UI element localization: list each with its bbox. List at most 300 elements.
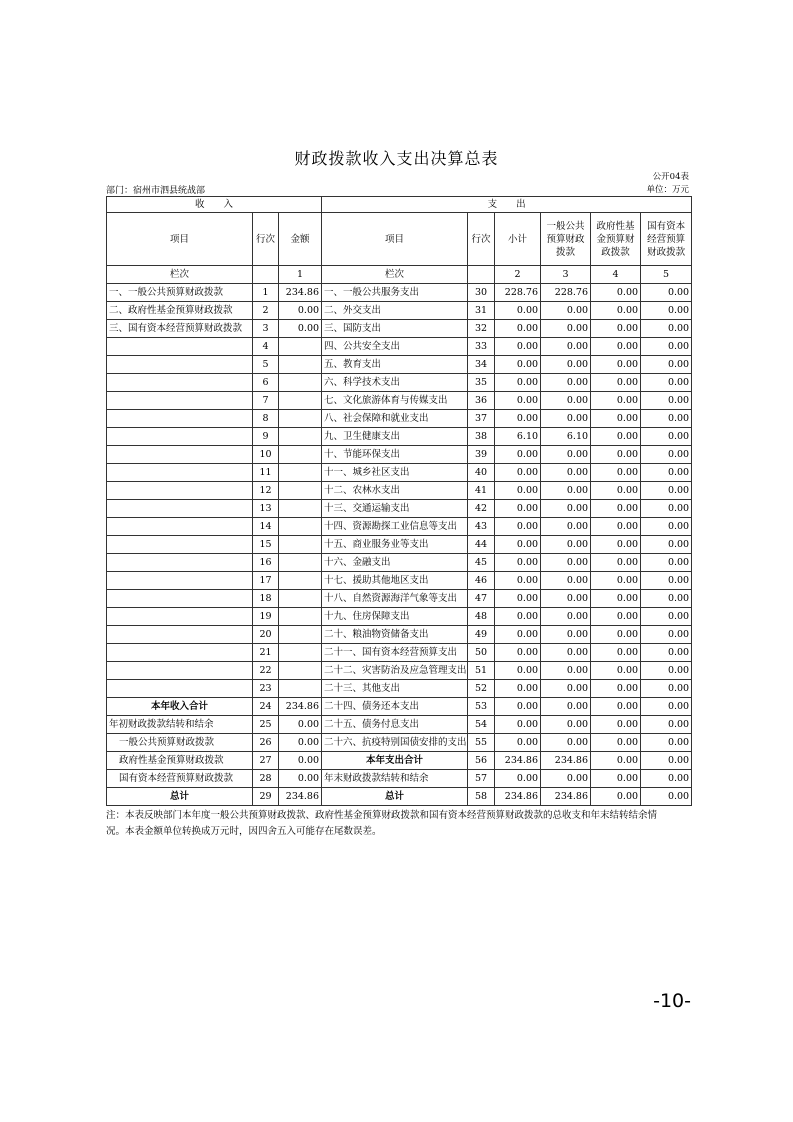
- expense-line-cell: 46: [468, 572, 495, 590]
- table-row: [107, 536, 692, 554]
- gov-fund-cell: 0.00: [591, 428, 641, 446]
- subtotal-cell: 0.00: [495, 518, 541, 536]
- income-amount-cell: 0.00: [279, 716, 322, 734]
- income-amount-cell: [279, 680, 322, 698]
- footnote-line-2: 况。本表金额单位转换成万元时，因四舍五入可能存在尾数误差。: [106, 826, 382, 837]
- expense-line-cell: 42: [468, 500, 495, 518]
- table-row: [107, 338, 692, 356]
- income-amount-cell: [279, 572, 322, 590]
- table-row: [107, 644, 692, 662]
- income-line-cell: 20: [253, 626, 279, 644]
- lanci-c5: 5: [641, 266, 692, 284]
- expense-item-cell: 十、节能环保支出: [322, 446, 468, 464]
- income-line-cell: 8: [253, 410, 279, 428]
- header-state-capital: 国有资本经营预算财政拨款: [641, 213, 692, 266]
- expense-item-cell: 十四、资源勘探工业信息等支出: [322, 518, 468, 536]
- income-item-cell: 二、政府性基金预算财政拨款: [107, 302, 253, 320]
- general-budget-cell: 0.00: [541, 644, 591, 662]
- income-item-cell: [107, 428, 253, 446]
- income-item-cell: [107, 464, 253, 482]
- gov-fund-cell: 0.00: [591, 338, 641, 356]
- header-expense-item: 项目: [322, 213, 468, 266]
- subtotal-cell: 0.00: [495, 716, 541, 734]
- table-row: [107, 446, 692, 464]
- income-line-cell: 16: [253, 554, 279, 572]
- income-amount-cell: [279, 356, 322, 374]
- state-capital-cell: 0.00: [641, 734, 692, 752]
- gov-fund-cell: 0.00: [591, 284, 641, 302]
- general-budget-cell: 234.86: [541, 752, 591, 770]
- income-amount-cell: [279, 644, 322, 662]
- income-item-cell: [107, 536, 253, 554]
- budget-summary-table: [106, 196, 692, 806]
- income-item-cell: [107, 608, 253, 626]
- income-amount-cell: [279, 536, 322, 554]
- income-item-cell: 一般公共预算财政拨款: [107, 734, 253, 752]
- income-line-cell: 29: [253, 788, 279, 806]
- state-capital-cell: 0.00: [641, 770, 692, 788]
- income-line-cell: 4: [253, 338, 279, 356]
- table-row: [107, 788, 692, 806]
- income-line-cell: 12: [253, 482, 279, 500]
- header-income-item: 项目: [107, 213, 253, 266]
- department-label: 部门：宿州市泗县统战部: [106, 186, 206, 196]
- general-budget-cell: 0.00: [541, 320, 591, 338]
- state-capital-cell: 0.00: [641, 788, 692, 806]
- expense-line-cell: 39: [468, 446, 495, 464]
- expense-line-cell: 47: [468, 590, 495, 608]
- income-amount-cell: [279, 446, 322, 464]
- header-gov-fund: 政府性基金预算财政拨款: [591, 213, 641, 266]
- state-capital-cell: 0.00: [641, 608, 692, 626]
- expense-item-cell: 十三、交通运输支出: [322, 500, 468, 518]
- footnote: [106, 808, 692, 840]
- subtotal-cell: 0.00: [495, 320, 541, 338]
- expense-item-cell: 总计: [322, 788, 468, 806]
- expense-line-cell: 57: [468, 770, 495, 788]
- income-item-cell: 国有资本经营预算财政拨款: [107, 770, 253, 788]
- income-line-cell: 28: [253, 770, 279, 788]
- lanci-c4: 4: [591, 266, 641, 284]
- expense-item-cell: 四、公共安全支出: [322, 338, 468, 356]
- gov-fund-cell: 0.00: [591, 500, 641, 518]
- expense-item-cell: 本年支出合计: [322, 752, 468, 770]
- expense-item-cell: 十五、商业服务业等支出: [322, 536, 468, 554]
- income-amount-cell: 0.00: [279, 302, 322, 320]
- income-amount-cell: 0.00: [279, 770, 322, 788]
- income-item-cell: [107, 374, 253, 392]
- state-capital-cell: 0.00: [641, 716, 692, 734]
- gov-fund-cell: 0.00: [591, 518, 641, 536]
- general-budget-cell: 0.00: [541, 734, 591, 752]
- expense-item-cell: 年末财政拨款结转和结余: [322, 770, 468, 788]
- income-item-cell: [107, 392, 253, 410]
- income-amount-cell: 0.00: [279, 320, 322, 338]
- general-budget-cell: 0.00: [541, 662, 591, 680]
- income-line-cell: 21: [253, 644, 279, 662]
- gov-fund-cell: 0.00: [591, 590, 641, 608]
- state-capital-cell: 0.00: [641, 302, 692, 320]
- state-capital-cell: 0.00: [641, 752, 692, 770]
- expense-item-cell: 一、一般公共服务支出: [322, 284, 468, 302]
- gov-fund-cell: 0.00: [591, 662, 641, 680]
- general-budget-cell: 0.00: [541, 626, 591, 644]
- expense-line-cell: 56: [468, 752, 495, 770]
- expense-line-cell: 55: [468, 734, 495, 752]
- gov-fund-cell: 0.00: [591, 464, 641, 482]
- state-capital-cell: 0.00: [641, 536, 692, 554]
- subtotal-cell: 0.00: [495, 482, 541, 500]
- subtotal-cell: 0.00: [495, 626, 541, 644]
- gov-fund-cell: 0.00: [591, 644, 641, 662]
- gov-fund-cell: 0.00: [591, 788, 641, 806]
- subtotal-cell: 0.00: [495, 662, 541, 680]
- income-line-cell: 10: [253, 446, 279, 464]
- expense-item-cell: 二、外交支出: [322, 302, 468, 320]
- gov-fund-cell: 0.00: [591, 734, 641, 752]
- expense-item-cell: 十八、自然资源海洋气象等支出: [322, 590, 468, 608]
- income-item-cell: 政府性基金预算财政拨款: [107, 752, 253, 770]
- general-budget-cell: 0.00: [541, 770, 591, 788]
- income-amount-cell: [279, 338, 322, 356]
- expense-item-cell: 五、教育支出: [322, 356, 468, 374]
- lanci-income-label: 栏次: [107, 266, 253, 284]
- income-item-cell: [107, 518, 253, 536]
- table-row: [107, 284, 692, 302]
- income-line-cell: 24: [253, 698, 279, 716]
- income-amount-cell: [279, 410, 322, 428]
- state-capital-cell: 0.00: [641, 572, 692, 590]
- table-row: [107, 482, 692, 500]
- subtotal-cell: 0.00: [495, 698, 541, 716]
- subtotal-cell: 234.86: [495, 788, 541, 806]
- expense-line-cell: 38: [468, 428, 495, 446]
- expense-item-cell: 十九、住房保障支出: [322, 608, 468, 626]
- header-income-line: 行次: [253, 213, 279, 266]
- state-capital-cell: 0.00: [641, 284, 692, 302]
- income-line-cell: 6: [253, 374, 279, 392]
- income-line-cell: 26: [253, 734, 279, 752]
- general-budget-cell: 0.00: [541, 338, 591, 356]
- subtotal-cell: 0.00: [495, 770, 541, 788]
- expense-line-cell: 37: [468, 410, 495, 428]
- expense-item-cell: 二十一、国有资本经营预算支出: [322, 644, 468, 662]
- gov-fund-cell: 0.00: [591, 716, 641, 734]
- subtotal-cell: 234.86: [495, 752, 541, 770]
- gov-fund-cell: 0.00: [591, 320, 641, 338]
- gov-fund-cell: 0.00: [591, 392, 641, 410]
- income-item-cell: 年初财政拨款结转和结余: [107, 716, 253, 734]
- general-budget-cell: 0.00: [541, 446, 591, 464]
- income-item-cell: 三、国有资本经营预算财政拨款: [107, 320, 253, 338]
- income-amount-cell: 0.00: [279, 752, 322, 770]
- table-row: [107, 716, 692, 734]
- subtotal-cell: 0.00: [495, 680, 541, 698]
- income-line-cell: 11: [253, 464, 279, 482]
- table-row: [107, 464, 692, 482]
- table-row: [107, 662, 692, 680]
- subtotal-cell: 0.00: [495, 500, 541, 518]
- expense-line-cell: 43: [468, 518, 495, 536]
- state-capital-cell: 0.00: [641, 482, 692, 500]
- gov-fund-cell: 0.00: [591, 482, 641, 500]
- subtotal-cell: 0.00: [495, 374, 541, 392]
- income-item-cell: 本年收入合计: [107, 698, 253, 716]
- subtotal-cell: 0.00: [495, 608, 541, 626]
- table-row: [107, 590, 692, 608]
- income-line-cell: 13: [253, 500, 279, 518]
- gov-fund-cell: 0.00: [591, 608, 641, 626]
- income-line-cell: 18: [253, 590, 279, 608]
- income-item-cell: [107, 572, 253, 590]
- state-capital-cell: 0.00: [641, 590, 692, 608]
- general-budget-cell: 0.00: [541, 518, 591, 536]
- state-capital-cell: 0.00: [641, 680, 692, 698]
- table-row: [107, 698, 692, 716]
- income-line-cell: 27: [253, 752, 279, 770]
- state-capital-cell: 0.00: [641, 662, 692, 680]
- lanci-empty: [253, 266, 279, 284]
- table-row: [107, 680, 692, 698]
- table-row: [107, 734, 692, 752]
- income-item-cell: [107, 482, 253, 500]
- income-item-cell: 一、一般公共预算财政拨款: [107, 284, 253, 302]
- table-row: [107, 500, 692, 518]
- lanci-c3: 3: [541, 266, 591, 284]
- state-capital-cell: 0.00: [641, 410, 692, 428]
- gov-fund-cell: 0.00: [591, 626, 641, 644]
- income-line-cell: 22: [253, 662, 279, 680]
- page-number: -10-: [653, 990, 691, 1012]
- subtotal-cell: 0.00: [495, 644, 541, 662]
- column-number-row: [107, 266, 692, 284]
- income-amount-cell: [279, 554, 322, 572]
- subtotal-cell: 0.00: [495, 338, 541, 356]
- state-capital-cell: 0.00: [641, 320, 692, 338]
- income-item-cell: [107, 590, 253, 608]
- income-line-cell: 25: [253, 716, 279, 734]
- income-item-cell: [107, 644, 253, 662]
- general-budget-cell: 6.10: [541, 428, 591, 446]
- gov-fund-cell: 0.00: [591, 302, 641, 320]
- general-budget-cell: 0.00: [541, 356, 591, 374]
- gov-fund-cell: 0.00: [591, 572, 641, 590]
- income-line-cell: 23: [253, 680, 279, 698]
- table-row: [107, 410, 692, 428]
- table-row: [107, 518, 692, 536]
- expense-item-cell: 十六、金融支出: [322, 554, 468, 572]
- income-amount-cell: [279, 500, 322, 518]
- subtotal-cell: 0.00: [495, 392, 541, 410]
- gov-fund-cell: 0.00: [591, 356, 641, 374]
- page-title: 财政拨款收入支出决算总表: [294, 149, 499, 168]
- income-item-cell: [107, 500, 253, 518]
- subtotal-cell: 0.00: [495, 356, 541, 374]
- expense-line-cell: 52: [468, 680, 495, 698]
- expense-line-cell: 32: [468, 320, 495, 338]
- income-item-cell: [107, 662, 253, 680]
- general-budget-cell: 0.00: [541, 536, 591, 554]
- state-capital-cell: 0.00: [641, 392, 692, 410]
- subtotal-cell: 0.00: [495, 446, 541, 464]
- state-capital-cell: 0.00: [641, 554, 692, 572]
- table-row: [107, 320, 692, 338]
- expense-line-cell: 49: [468, 626, 495, 644]
- expense-line-cell: 54: [468, 716, 495, 734]
- lanci-c2: 2: [495, 266, 541, 284]
- general-budget-cell: 0.00: [541, 554, 591, 572]
- expense-line-cell: 34: [468, 356, 495, 374]
- income-item-cell: [107, 626, 253, 644]
- general-budget-cell: 228.76: [541, 284, 591, 302]
- column-header-row: [107, 213, 692, 266]
- income-item-cell: [107, 356, 253, 374]
- state-capital-cell: 0.00: [641, 374, 692, 392]
- state-capital-cell: 0.00: [641, 698, 692, 716]
- general-budget-cell: 0.00: [541, 374, 591, 392]
- expense-item-cell: 二十五、债务付息支出: [322, 716, 468, 734]
- income-amount-cell: [279, 608, 322, 626]
- income-amount-cell: [279, 662, 322, 680]
- gov-fund-cell: 0.00: [591, 698, 641, 716]
- state-capital-cell: 0.00: [641, 428, 692, 446]
- income-item-cell: [107, 410, 253, 428]
- subtotal-cell: 0.00: [495, 590, 541, 608]
- expense-line-cell: 51: [468, 662, 495, 680]
- income-line-cell: 3: [253, 320, 279, 338]
- footnote-line-1: 注：本表反映部门本年度一般公共预算财政拨款、政府性基金预算财政拨款和国有资本经营预算财政拨款的总收支和年末结转结余情: [106, 810, 658, 821]
- general-budget-cell: 0.00: [541, 590, 591, 608]
- state-capital-cell: 0.00: [641, 626, 692, 644]
- income-item-cell: 总计: [107, 788, 253, 806]
- lanci-expense-label: 栏次: [322, 266, 468, 284]
- state-capital-cell: 0.00: [641, 338, 692, 356]
- state-capital-cell: 0.00: [641, 518, 692, 536]
- income-item-cell: [107, 446, 253, 464]
- expense-line-cell: 48: [468, 608, 495, 626]
- expense-item-cell: 九、卫生健康支出: [322, 428, 468, 446]
- expense-item-cell: 二十二、灾害防治及应急管理支出: [322, 662, 468, 680]
- income-line-cell: 1: [253, 284, 279, 302]
- gov-fund-cell: 0.00: [591, 554, 641, 572]
- gov-fund-cell: 0.00: [591, 446, 641, 464]
- income-amount-cell: [279, 590, 322, 608]
- income-line-cell: 17: [253, 572, 279, 590]
- table-row: [107, 356, 692, 374]
- income-amount-cell: [279, 392, 322, 410]
- expense-item-cell: 二十、粮油物资储备支出: [322, 626, 468, 644]
- expense-line-cell: 58: [468, 788, 495, 806]
- gov-fund-cell: 0.00: [591, 752, 641, 770]
- section-header-row: [107, 197, 692, 213]
- income-item-cell: [107, 554, 253, 572]
- subtotal-cell: 0.00: [495, 554, 541, 572]
- table-row: [107, 374, 692, 392]
- expense-item-cell: 二十四、债务还本支出: [322, 698, 468, 716]
- subtotal-cell: 0.00: [495, 572, 541, 590]
- table-row: [107, 572, 692, 590]
- general-budget-cell: 0.00: [541, 680, 591, 698]
- expense-item-cell: 二十六、抗疫特别国债安排的支出: [322, 734, 468, 752]
- state-capital-cell: 0.00: [641, 446, 692, 464]
- general-budget-cell: 0.00: [541, 572, 591, 590]
- subtotal-cell: 228.76: [495, 284, 541, 302]
- expense-section-header: 支 出: [322, 197, 692, 213]
- income-line-cell: 9: [253, 428, 279, 446]
- subtotal-cell: 0.00: [495, 734, 541, 752]
- income-amount-cell: 234.86: [279, 698, 322, 716]
- table-row: [107, 392, 692, 410]
- header-general-budget: 一般公共预算财政拨款: [541, 213, 591, 266]
- expense-item-cell: 七、文化旅游体育与传媒支出: [322, 392, 468, 410]
- general-budget-cell: 0.00: [541, 500, 591, 518]
- state-capital-cell: 0.00: [641, 356, 692, 374]
- expense-item-cell: 三、国防支出: [322, 320, 468, 338]
- general-budget-cell: 0.00: [541, 464, 591, 482]
- expense-line-cell: 36: [468, 392, 495, 410]
- income-line-cell: 5: [253, 356, 279, 374]
- subtotal-cell: 0.00: [495, 464, 541, 482]
- expense-item-cell: 六、科学技术支出: [322, 374, 468, 392]
- income-item-cell: [107, 338, 253, 356]
- income-amount-cell: [279, 518, 322, 536]
- general-budget-cell: 0.00: [541, 482, 591, 500]
- income-amount-cell: 0.00: [279, 734, 322, 752]
- header-expense-line: 行次: [468, 213, 495, 266]
- header-income-amount: 金额: [279, 213, 322, 266]
- expense-line-cell: 33: [468, 338, 495, 356]
- gov-fund-cell: 0.00: [591, 536, 641, 554]
- expense-line-cell: 31: [468, 302, 495, 320]
- general-budget-cell: 234.86: [541, 788, 591, 806]
- income-line-cell: 14: [253, 518, 279, 536]
- general-budget-cell: 0.00: [541, 392, 591, 410]
- income-line-cell: 19: [253, 608, 279, 626]
- income-amount-cell: 234.86: [279, 284, 322, 302]
- expense-line-cell: 41: [468, 482, 495, 500]
- gov-fund-cell: 0.00: [591, 770, 641, 788]
- expense-line-cell: 40: [468, 464, 495, 482]
- gov-fund-cell: 0.00: [591, 680, 641, 698]
- subtotal-cell: 6.10: [495, 428, 541, 446]
- income-section-header: 收 入: [107, 197, 322, 213]
- expense-line-cell: 45: [468, 554, 495, 572]
- income-amount-cell: [279, 374, 322, 392]
- state-capital-cell: 0.00: [641, 500, 692, 518]
- expense-item-cell: 十一、城乡社区支出: [322, 464, 468, 482]
- lanci-empty: [468, 266, 495, 284]
- gov-fund-cell: 0.00: [591, 374, 641, 392]
- subtotal-cell: 0.00: [495, 410, 541, 428]
- income-amount-cell: [279, 428, 322, 446]
- table-row: [107, 554, 692, 572]
- income-line-cell: 2: [253, 302, 279, 320]
- expense-item-cell: 十二、农林水支出: [322, 482, 468, 500]
- table-row: [107, 752, 692, 770]
- general-budget-cell: 0.00: [541, 608, 591, 626]
- expense-line-cell: 53: [468, 698, 495, 716]
- expense-item-cell: 十七、援助其他地区支出: [322, 572, 468, 590]
- expense-item-cell: 八、社会保障和就业支出: [322, 410, 468, 428]
- gov-fund-cell: 0.00: [591, 410, 641, 428]
- form-number: 公开04表: [652, 172, 689, 182]
- income-amount-cell: 234.86: [279, 788, 322, 806]
- income-line-cell: 7: [253, 392, 279, 410]
- subtotal-cell: 0.00: [495, 302, 541, 320]
- expense-item-cell: 二十三、其他支出: [322, 680, 468, 698]
- general-budget-cell: 0.00: [541, 716, 591, 734]
- expense-line-cell: 35: [468, 374, 495, 392]
